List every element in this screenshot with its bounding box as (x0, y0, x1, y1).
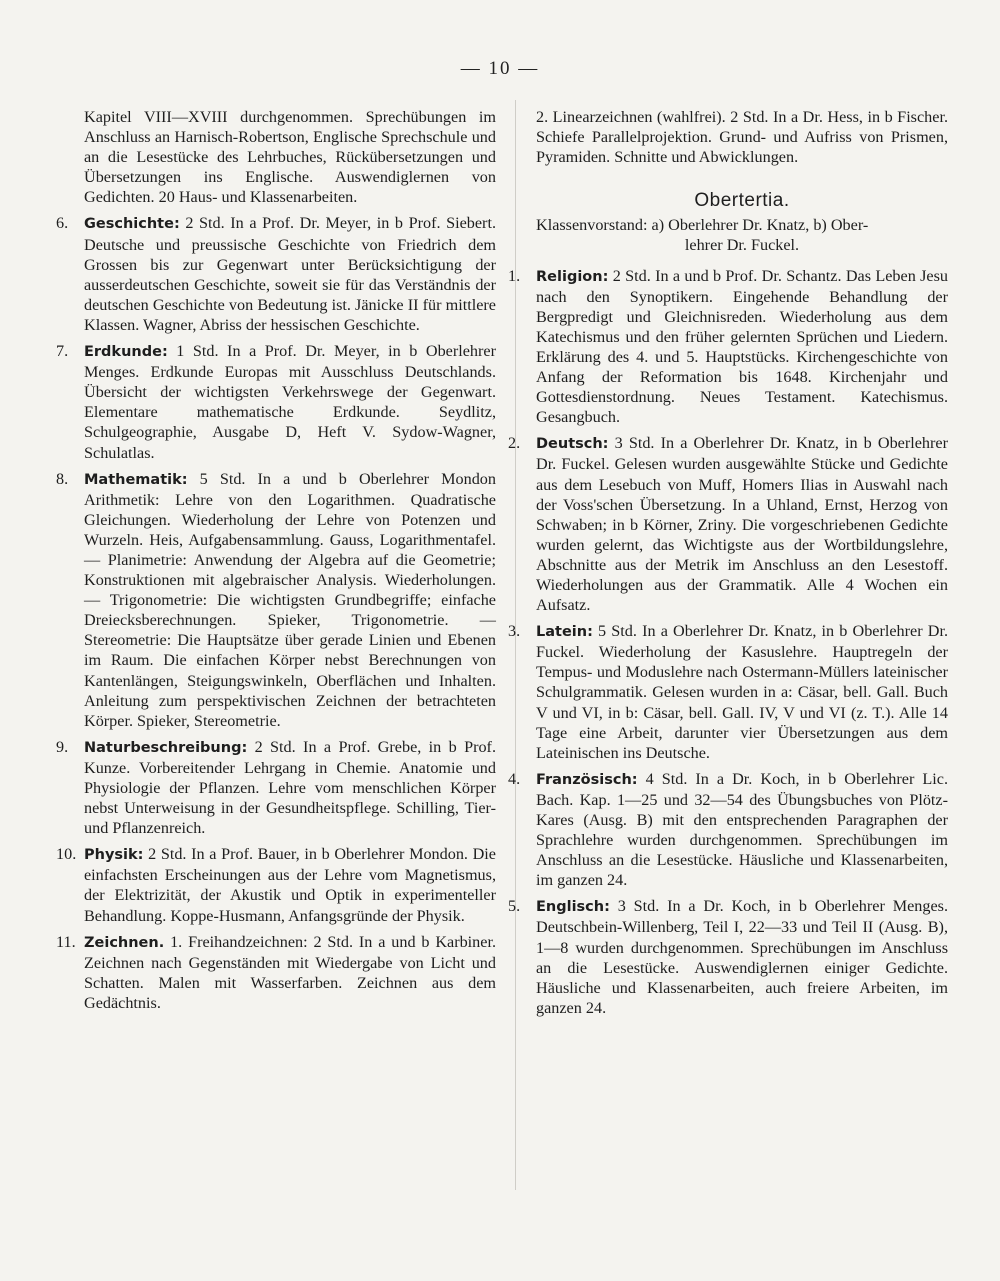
item-text: 2 Std. In a Prof. Dr. Meyer, in b Prof. Siebert. Deutsche und preussische Geschichte von Friedrich dem Grossen bis zur Gegenwart unter Berücksichtigung der ausserdeutschen Geschichte, soweit sie für das Verständnis der deutschen Geschichte von Bedeutung ist. Jänicke II für mittlere Klassen. Wagner, Abriss der hessischen Geschichte. (84, 214, 496, 334)
item-zeichnen (56, 932, 496, 1013)
item-text: 2 Std. In a Prof. Bauer, in b Oberlehrer Mondon. Die einfachsten Erscheinungen aus der Lehre vom Magnetismus, der Elektrizität, der Akustik und Optik in experimenteller Behandlung. Koppe-Husmann, Anfangsgründe der Physik. (84, 845, 496, 925)
item-number: 5. (508, 897, 521, 916)
item-number: 2. (508, 434, 521, 453)
subject-heading: Physik: (84, 847, 144, 864)
subject-heading: Geschichte: (84, 216, 180, 233)
item-number: 9. (56, 737, 69, 756)
item-text: 1 Std. In a Prof. Dr. Meyer, in b Oberlehrer Menges. Erdkunde Europas mit Ausschluss Deutschlands. Übersicht der wichtigsten Verkehrswege der Gegenwart. Elementare mathematische Erdkunde. Seydlitz, Schulgeographie, Ausgabe D, Heft V. Sydow-Wagner, Schulatlas. (84, 342, 496, 462)
item-text: 3 Std. In a Dr. Koch, in b Oberlehrer Menges. Deutschbein-Willenberg, Teil I, 22—33 und Teil II (Ausg. B), 1—8 wurden durchgenommen. Sprechübungen im Anschluss an die Lesestücke. Auswendiglernen einiger Gedichte. Häusliche und Klassenarbeiten, auch freiere Arbeiten, im ganzen 24. (536, 897, 948, 1017)
linearzeichnen-paragraph: 2. Linearzeichnen (wahlfrei). 2 Std. In a Dr. Hess, in b Fischer. Schiefe Parallelprojektion. Grund- und Aufriss von Prismen, Pyramiden. Schnitte und Abwicklungen. (536, 108, 948, 167)
item-number: 11. (56, 932, 76, 951)
column-divider (515, 100, 516, 1190)
subject-heading: Mathematik: (84, 471, 188, 488)
subject-heading: Zeichnen. (84, 934, 165, 951)
item-number: 8. (56, 469, 69, 488)
subject-heading: Erdkunde: (84, 344, 168, 361)
subject-heading: Englisch: (536, 899, 610, 916)
right-column (508, 107, 948, 1018)
item-mathematik (56, 469, 496, 731)
subject-heading: Naturbeschreibung: (84, 739, 248, 756)
item-number: 7. (56, 342, 69, 361)
item-number: 4. (508, 769, 521, 788)
item-number: 3. (508, 622, 521, 641)
item-text: 3 Std. In a Oberlehrer Dr. Knatz, in b Oberlehrer Dr. Fuckel. Gelesen wurden ausgewählte Stücke und Gedichte aus dem Lesebuch von Muff, Homers Ilias in Auswahl nach der Voss'schen Übersetzung. In a Uhland, Ernst, Herzog von Schwaben; in b Körner, Zriny. Die vorgeschriebenen Gedichte wurden gelernt, das Wichtigste aus der Wortbildungslehre, Abschnitte aus der Metrik im Anschluss an den Lesestoff. Wiederholungen aus der Grammatik. Alle 4 Wochen ein Aufsatz. (536, 434, 948, 615)
klassenvorstand-continuation: lehrer Dr. Fuckel. (684, 236, 800, 255)
item-latein (508, 621, 948, 763)
intro-paragraph: Kapitel VIII—XVIII durchgenommen. Sprechübungen im Anschluss an Harnisch-Robertson, Englische Sprechschule und an die Lesestücke des Lehrbuches, Rückübersetzungen und Übersetzungen ins Englische. Auswendiglernen von Gedichten. 20 Haus- und Klassenarbeiten. (84, 108, 496, 207)
item-text: 2 Std. In a Prof. Grebe, in b Prof. Kunze. Vorbereitender Lehrgang in Chemie. Anatomie und Physiologie der Pflanzen. Lehre vom menschlichen Körper nebst Unterweisung in der Gesundheitspflege. Schilling, Tier- und Pflanzenreich. (84, 737, 496, 838)
item-religion (508, 266, 948, 428)
item-geschichte (56, 213, 496, 335)
klassenvorstand-line: Klassenvorstand: a) Oberlehrer Dr. Knatz, b) Ober- (536, 216, 869, 235)
item-deutsch (508, 433, 948, 615)
item-erdkunde (56, 341, 496, 463)
item-text: 5 Std. In a und b Oberlehrer Mondon Arithmetik: Lehre von den Logarithmen. Quadratische Gleichungen. Wiederholung der Lehre von Potenzen und Wurzeln. Heis, Aufgabensammlung. Gauss, Logarithmentafel. — Planimetrie: Anwendung der Algebra auf die Geometrie; Konstruktionen mit algebraischer Analysis. Wiederholungen. — Trigonometrie: Die wichtigsten Grundbegriffe; einfache Dreiecksberechnungen. Spieker, Trigonometrie. — Stereometrie: Die Hauptsätze über gerade Linien und Ebenen im Raum. Die einfachen Körper nebst Berechnungen von Kantenlängen, Steigungswinkeln, Oberflächen und Inhalten. Anleitung zum perspektivischen Zeichnen der betrachteten Körper. Spieker, Stereometrie. (84, 469, 496, 730)
item-franzoesisch (508, 769, 948, 891)
left-column (56, 107, 496, 1013)
item-englisch (508, 896, 948, 1018)
subject-heading: Deutsch: (536, 436, 609, 453)
item-number: 1. (508, 266, 521, 285)
item-text: 1. Freihandzeichnen: 2 Std. In a und b Karbiner. Zeichnen nach Gegenständen mit Wiedergabe von Licht und Schatten. Malen mit Wasserfarben. Zeichnen aus dem Gedächtnis. (84, 932, 496, 1012)
item-naturbeschreibung (56, 737, 496, 838)
item-number: 6. (56, 214, 69, 233)
subject-heading: Französisch: (536, 771, 638, 788)
subject-heading: Latein: (536, 624, 593, 641)
subject-heading: Religion: (536, 268, 609, 285)
item-physik (56, 844, 496, 925)
section-title: Obertertia. (694, 190, 790, 212)
klassenvorstand (536, 215, 948, 255)
item-text: 5 Std. In a Oberlehrer Dr. Knatz, in b Oberlehrer Dr. Fuckel. Wiederholung der Kasuslehre. Hauptregeln der Tempus- und Moduslehre nach Ostermann-Müllers lateinischer Schulgrammatik. Gelesen wurden in a: Cäsar, bell. Gall. Buch V und VI, in b: Cäsar, bell. Gall. IV, V und VI (z. T.). Alle 14 Tage eine Arbeit, darunter vier Übersetzungen aus dem Lateinischen ins Deutsche. (536, 622, 948, 762)
item-text: 2 Std. In a und b Prof. Dr. Schantz. Das Leben Jesu nach den Synoptikern. Eingehende Behandlung der Bergpredigt und Gleichnisreden. Wiederholung aus dem Katechismus und den früher gelernten Sprüchen und Liedern. Erklärung des 4. und 5. Hauptstücks. Kirchengeschichte von Anfang der Reformation bis 1648. Kirchenjahr und Gottesdienstordnung. Neues Testament. Katechismus. Gesangbuch. (536, 266, 948, 427)
page-number: — 10 — (460, 58, 540, 79)
item-number: 10. (56, 845, 77, 864)
item-text: 4 Std. In a Dr. Koch, in b Oberlehrer Lic. Bach. Kap. 1—25 und 32—54 des Übungsbuches von Plötz-Kares (Ausg. B) mit den entsprechenden Paragraphen der Sprachlehre wurden durchgenommen. Sprechübungen im Anschluss an die Lesestücke. Häusliche und Klassenarbeiten, im ganzen 24. (536, 769, 948, 890)
